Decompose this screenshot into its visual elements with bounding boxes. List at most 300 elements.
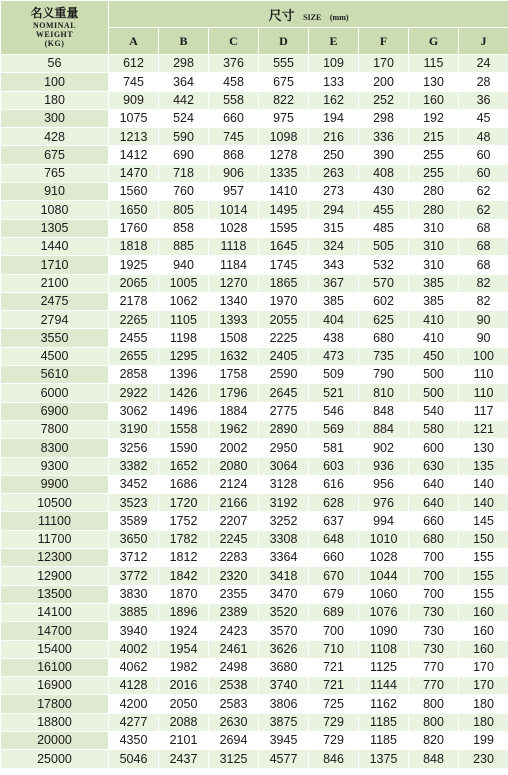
size-cell-a: 3885 — [109, 603, 159, 621]
column-header-a: A — [109, 28, 159, 55]
size-cell-f: 1185 — [359, 731, 409, 749]
table-row — [1, 164, 508, 182]
nominal-weight-cell: 9300 — [1, 457, 109, 475]
table-row — [1, 91, 508, 109]
size-cell-d: 3064 — [259, 457, 309, 475]
size-cell-g: 255 — [409, 164, 459, 182]
table-body — [1, 55, 508, 769]
size-cell-j: 90 — [459, 311, 508, 329]
size-cell-a: 1650 — [109, 201, 159, 219]
size-cell-j: 140 — [459, 475, 508, 493]
size-cell-b: 590 — [159, 128, 209, 146]
size-cell-f: 884 — [359, 420, 409, 438]
table-row — [1, 109, 508, 127]
nominal-weight-cell: 14100 — [1, 603, 109, 621]
size-cell-b: 2088 — [159, 713, 209, 731]
column-header-e: E — [309, 28, 359, 55]
size-cell-b: 858 — [159, 219, 209, 237]
size-cell-g: 660 — [409, 512, 459, 530]
size-cell-d: 555 — [259, 55, 309, 73]
size-cell-j: 155 — [459, 549, 508, 567]
size-cell-e: 263 — [309, 164, 359, 182]
size-cell-d: 3252 — [259, 512, 309, 530]
size-cell-b: 885 — [159, 237, 209, 255]
size-cell-a: 1925 — [109, 256, 159, 274]
size-cell-d: 3470 — [259, 585, 309, 603]
size-cell-d: 2775 — [259, 402, 309, 420]
size-cell-g: 450 — [409, 347, 459, 365]
size-header-cn: 尺寸 — [268, 8, 295, 24]
size-cell-a: 745 — [109, 73, 159, 91]
size-cell-j: 155 — [459, 567, 508, 585]
size-cell-f: 336 — [359, 128, 409, 146]
table-row — [1, 366, 508, 384]
size-cell-b: 940 — [159, 256, 209, 274]
size-cell-d: 1745 — [259, 256, 309, 274]
size-cell-d: 3740 — [259, 677, 309, 695]
size-cell-j: 82 — [459, 292, 508, 310]
nominal-weight-cell: 6000 — [1, 384, 109, 402]
nominal-weight-header-cn: 名义重量 — [30, 6, 79, 20]
nominal-weight-cell: 25000 — [1, 750, 109, 768]
size-cell-e: 438 — [309, 329, 359, 347]
nominal-weight-cell: 11100 — [1, 512, 109, 530]
size-cell-j: 45 — [459, 109, 508, 127]
nominal-weight-cell: 6900 — [1, 402, 109, 420]
size-cell-f: 790 — [359, 366, 409, 384]
table-row — [1, 494, 508, 512]
size-cell-b: 760 — [159, 183, 209, 201]
size-cell-d: 2225 — [259, 329, 309, 347]
size-cell-f: 902 — [359, 439, 409, 457]
size-cell-g: 310 — [409, 237, 459, 255]
size-cell-g: 640 — [409, 494, 459, 512]
size-cell-f: 936 — [359, 457, 409, 475]
size-cell-g: 310 — [409, 219, 459, 237]
size-cell-d: 3626 — [259, 640, 309, 658]
size-cell-a: 2655 — [109, 347, 159, 365]
size-cell-g: 115 — [409, 55, 459, 73]
size-cell-b: 1105 — [159, 311, 209, 329]
size-cell-g: 540 — [409, 402, 459, 420]
size-cell-j: 82 — [459, 274, 508, 292]
size-cell-f: 200 — [359, 73, 409, 91]
size-cell-a: 1760 — [109, 219, 159, 237]
size-cell-c: 2389 — [209, 603, 259, 621]
table-row — [1, 384, 508, 402]
nominal-weight-cell: 4500 — [1, 347, 109, 365]
nominal-weight-cell: 9900 — [1, 475, 109, 493]
size-cell-b: 524 — [159, 109, 209, 127]
size-cell-f: 455 — [359, 201, 409, 219]
size-cell-d: 3570 — [259, 622, 309, 640]
nominal-weight-cell: 2794 — [1, 311, 109, 329]
size-cell-e: 729 — [309, 713, 359, 731]
size-cell-e: 250 — [309, 146, 359, 164]
size-cell-c: 1758 — [209, 366, 259, 384]
size-cell-f: 570 — [359, 274, 409, 292]
size-cell-b: 364 — [159, 73, 209, 91]
size-cell-j: 180 — [459, 713, 508, 731]
size-cell-d: 1278 — [259, 146, 309, 164]
size-cell-g: 280 — [409, 183, 459, 201]
nominal-weight-cell: 2475 — [1, 292, 109, 310]
size-cell-d: 1645 — [259, 237, 309, 255]
size-cell-j: 170 — [459, 658, 508, 676]
size-cell-g: 640 — [409, 475, 459, 493]
size-cell-e: 546 — [309, 402, 359, 420]
size-cell-c: 906 — [209, 164, 259, 182]
size-cell-e: 581 — [309, 439, 359, 457]
size-cell-d: 3520 — [259, 603, 309, 621]
size-cell-e: 648 — [309, 530, 359, 548]
size-cell-e: 628 — [309, 494, 359, 512]
size-cell-g: 500 — [409, 366, 459, 384]
table-row — [1, 695, 508, 713]
size-cell-c: 957 — [209, 183, 259, 201]
size-cell-f: 1060 — [359, 585, 409, 603]
size-cell-g: 700 — [409, 585, 459, 603]
size-cell-c: 1270 — [209, 274, 259, 292]
size-cell-j: 24 — [459, 55, 508, 73]
size-cell-b: 2101 — [159, 731, 209, 749]
size-cell-c: 1028 — [209, 219, 259, 237]
size-cell-c: 1014 — [209, 201, 259, 219]
table-row — [1, 347, 508, 365]
table-row — [1, 549, 508, 567]
size-header-en: SIZE — [303, 12, 322, 22]
table-row — [1, 274, 508, 292]
table-row — [1, 750, 508, 768]
size-cell-f: 1010 — [359, 530, 409, 548]
size-cell-a: 5046 — [109, 750, 159, 768]
size-cell-d: 2590 — [259, 366, 309, 384]
size-cell-e: 700 — [309, 622, 359, 640]
size-cell-c: 2694 — [209, 731, 259, 749]
size-header — [109, 1, 508, 28]
size-cell-f: 956 — [359, 475, 409, 493]
size-cell-g: 800 — [409, 713, 459, 731]
size-cell-j: 100 — [459, 347, 508, 365]
size-cell-f: 430 — [359, 183, 409, 201]
size-cell-b: 1954 — [159, 640, 209, 658]
size-cell-e: 710 — [309, 640, 359, 658]
size-cell-e: 616 — [309, 475, 359, 493]
size-cell-g: 130 — [409, 73, 459, 91]
size-cell-g: 680 — [409, 530, 459, 548]
size-cell-g: 700 — [409, 549, 459, 567]
size-cell-f: 1185 — [359, 713, 409, 731]
nominal-weight-header — [1, 1, 109, 55]
size-cell-j: 180 — [459, 695, 508, 713]
size-cell-a: 3772 — [109, 567, 159, 585]
table-row — [1, 567, 508, 585]
size-cell-j: 62 — [459, 183, 508, 201]
size-cell-g: 215 — [409, 128, 459, 146]
size-cell-c: 2283 — [209, 549, 259, 567]
size-cell-f: 505 — [359, 237, 409, 255]
nominal-weight-cell: 16900 — [1, 677, 109, 695]
size-cell-d: 822 — [259, 91, 309, 109]
size-cell-a: 1818 — [109, 237, 159, 255]
size-cell-g: 600 — [409, 439, 459, 457]
size-cell-e: 343 — [309, 256, 359, 274]
size-cell-d: 1098 — [259, 128, 309, 146]
table-row — [1, 402, 508, 420]
size-cell-a: 3830 — [109, 585, 159, 603]
size-cell-e: 367 — [309, 274, 359, 292]
table-row — [1, 512, 508, 530]
size-cell-e: 109 — [309, 55, 359, 73]
size-cell-j: 68 — [459, 256, 508, 274]
nominal-weight-cell: 910 — [1, 183, 109, 201]
size-cell-j: 130 — [459, 439, 508, 457]
size-cell-e: 660 — [309, 549, 359, 567]
size-cell-g: 848 — [409, 750, 459, 768]
size-cell-d: 3680 — [259, 658, 309, 676]
nominal-weight-cell: 56 — [1, 55, 109, 73]
size-cell-j: 48 — [459, 128, 508, 146]
size-cell-d: 3192 — [259, 494, 309, 512]
size-cell-c: 2166 — [209, 494, 259, 512]
table-row — [1, 128, 508, 146]
size-cell-f: 1028 — [359, 549, 409, 567]
size-cell-f: 1144 — [359, 677, 409, 695]
nominal-weight-cell: 13500 — [1, 585, 109, 603]
size-cell-j: 160 — [459, 640, 508, 658]
table-row — [1, 677, 508, 695]
size-cell-c: 2461 — [209, 640, 259, 658]
table-row — [1, 256, 508, 274]
size-cell-c: 1340 — [209, 292, 259, 310]
size-cell-e: 133 — [309, 73, 359, 91]
size-cell-d: 3364 — [259, 549, 309, 567]
size-cell-d: 4577 — [259, 750, 309, 768]
size-cell-b: 1496 — [159, 402, 209, 420]
size-cell-a: 1560 — [109, 183, 159, 201]
size-cell-g: 310 — [409, 256, 459, 274]
size-cell-b: 1005 — [159, 274, 209, 292]
size-cell-a: 1470 — [109, 164, 159, 182]
size-cell-a: 3190 — [109, 420, 159, 438]
size-cell-j: 170 — [459, 677, 508, 695]
nominal-weight-cell: 15400 — [1, 640, 109, 658]
size-cell-c: 2207 — [209, 512, 259, 530]
size-cell-b: 1896 — [159, 603, 209, 621]
size-cell-d: 3418 — [259, 567, 309, 585]
size-cell-b: 1870 — [159, 585, 209, 603]
size-cell-d: 1335 — [259, 164, 309, 182]
table-row — [1, 658, 508, 676]
size-cell-g: 630 — [409, 457, 459, 475]
nominal-weight-cell: 428 — [1, 128, 109, 146]
size-cell-a: 4200 — [109, 695, 159, 713]
size-cell-a: 909 — [109, 91, 159, 109]
size-cell-e: 670 — [309, 567, 359, 585]
table-row — [1, 292, 508, 310]
size-cell-b: 2016 — [159, 677, 209, 695]
size-cell-e: 569 — [309, 420, 359, 438]
nominal-weight-cell: 5610 — [1, 366, 109, 384]
size-cell-c: 2245 — [209, 530, 259, 548]
nominal-weight-cell: 1710 — [1, 256, 109, 274]
size-cell-d: 675 — [259, 73, 309, 91]
size-cell-g: 410 — [409, 329, 459, 347]
size-cell-e: 603 — [309, 457, 359, 475]
size-cell-g: 410 — [409, 311, 459, 329]
nominal-weight-cell: 3550 — [1, 329, 109, 347]
size-cell-j: 110 — [459, 384, 508, 402]
size-cell-f: 1076 — [359, 603, 409, 621]
table-row — [1, 420, 508, 438]
table-row — [1, 183, 508, 201]
table-row — [1, 585, 508, 603]
size-cell-a: 3650 — [109, 530, 159, 548]
size-cell-b: 1720 — [159, 494, 209, 512]
size-cell-e: 194 — [309, 109, 359, 127]
size-cell-j: 117 — [459, 402, 508, 420]
size-cell-b: 2437 — [159, 750, 209, 768]
nominal-weight-cell: 14700 — [1, 622, 109, 640]
size-cell-g: 280 — [409, 201, 459, 219]
size-cell-f: 735 — [359, 347, 409, 365]
size-cell-a: 3712 — [109, 549, 159, 567]
size-cell-d: 2055 — [259, 311, 309, 329]
size-cell-j: 140 — [459, 494, 508, 512]
size-cell-a: 1075 — [109, 109, 159, 127]
table-row — [1, 530, 508, 548]
size-cell-e: 273 — [309, 183, 359, 201]
size-cell-b: 1812 — [159, 549, 209, 567]
size-cell-c: 1184 — [209, 256, 259, 274]
nominal-weight-cell: 17800 — [1, 695, 109, 713]
size-cell-e: 521 — [309, 384, 359, 402]
size-cell-d: 1410 — [259, 183, 309, 201]
size-cell-f: 680 — [359, 329, 409, 347]
size-cell-g: 192 — [409, 109, 459, 127]
nominal-weight-cell: 8300 — [1, 439, 109, 457]
nominal-weight-cell: 300 — [1, 109, 109, 127]
size-cell-c: 1796 — [209, 384, 259, 402]
size-cell-j: 60 — [459, 146, 508, 164]
size-cell-g: 800 — [409, 695, 459, 713]
nominal-weight-cell: 12300 — [1, 549, 109, 567]
column-header-j: J — [459, 28, 508, 55]
size-cell-e: 162 — [309, 91, 359, 109]
size-cell-g: 385 — [409, 274, 459, 292]
size-cell-b: 1842 — [159, 567, 209, 585]
size-cell-c: 1393 — [209, 311, 259, 329]
nominal-weight-cell: 2100 — [1, 274, 109, 292]
size-cell-a: 3940 — [109, 622, 159, 640]
size-cell-a: 3452 — [109, 475, 159, 493]
table-row — [1, 146, 508, 164]
size-cell-e: 637 — [309, 512, 359, 530]
size-cell-d: 975 — [259, 109, 309, 127]
size-cell-c: 3125 — [209, 750, 259, 768]
size-cell-c: 2002 — [209, 439, 259, 457]
size-cell-j: 60 — [459, 164, 508, 182]
size-cell-g: 770 — [409, 658, 459, 676]
table-row — [1, 55, 508, 73]
size-cell-f: 408 — [359, 164, 409, 182]
nominal-weight-cell: 1440 — [1, 237, 109, 255]
size-cell-d: 3875 — [259, 713, 309, 731]
column-header-b: B — [159, 28, 209, 55]
size-cell-b: 298 — [159, 55, 209, 73]
size-cell-b: 718 — [159, 164, 209, 182]
table-row — [1, 439, 508, 457]
nominal-weight-cell: 675 — [1, 146, 109, 164]
size-cell-f: 298 — [359, 109, 409, 127]
size-cell-j: 160 — [459, 622, 508, 640]
size-cell-d: 1865 — [259, 274, 309, 292]
size-cell-c: 458 — [209, 73, 259, 91]
size-cell-c: 2583 — [209, 695, 259, 713]
size-cell-j: 36 — [459, 91, 508, 109]
column-header-g: G — [409, 28, 459, 55]
table-row — [1, 329, 508, 347]
size-cell-f: 485 — [359, 219, 409, 237]
nominal-weight-cell: 12900 — [1, 567, 109, 585]
size-cell-a: 3382 — [109, 457, 159, 475]
size-cell-d: 3945 — [259, 731, 309, 749]
size-cell-b: 1426 — [159, 384, 209, 402]
size-cell-c: 1508 — [209, 329, 259, 347]
size-cell-b: 1652 — [159, 457, 209, 475]
size-cell-c: 2320 — [209, 567, 259, 585]
size-cell-a: 3062 — [109, 402, 159, 420]
size-cell-b: 2050 — [159, 695, 209, 713]
size-cell-e: 725 — [309, 695, 359, 713]
size-cell-e: 385 — [309, 292, 359, 310]
size-cell-e: 689 — [309, 603, 359, 621]
size-cell-d: 1495 — [259, 201, 309, 219]
column-header-f: F — [359, 28, 409, 55]
table-row — [1, 640, 508, 658]
size-cell-c: 2498 — [209, 658, 259, 676]
size-cell-a: 2065 — [109, 274, 159, 292]
nominal-weight-cell: 100 — [1, 73, 109, 91]
size-cell-b: 1924 — [159, 622, 209, 640]
size-cell-e: 216 — [309, 128, 359, 146]
size-cell-b: 1295 — [159, 347, 209, 365]
size-cell-b: 1062 — [159, 292, 209, 310]
size-cell-j: 68 — [459, 219, 508, 237]
nominal-weight-cell: 11700 — [1, 530, 109, 548]
size-cell-b: 1590 — [159, 439, 209, 457]
nominal-weight-cell: 10500 — [1, 494, 109, 512]
size-cell-c: 745 — [209, 128, 259, 146]
size-cell-c: 558 — [209, 91, 259, 109]
size-cell-f: 532 — [359, 256, 409, 274]
size-cell-c: 868 — [209, 146, 259, 164]
size-cell-g: 385 — [409, 292, 459, 310]
size-cell-e: 721 — [309, 677, 359, 695]
size-cell-c: 2080 — [209, 457, 259, 475]
size-cell-f: 994 — [359, 512, 409, 530]
size-cell-d: 2645 — [259, 384, 309, 402]
size-cell-j: 121 — [459, 420, 508, 438]
size-cell-f: 1090 — [359, 622, 409, 640]
table-row — [1, 201, 508, 219]
size-cell-e: 473 — [309, 347, 359, 365]
size-cell-c: 1118 — [209, 237, 259, 255]
size-cell-g: 730 — [409, 622, 459, 640]
size-cell-j: 62 — [459, 201, 508, 219]
size-cell-b: 442 — [159, 91, 209, 109]
size-cell-b: 1396 — [159, 366, 209, 384]
